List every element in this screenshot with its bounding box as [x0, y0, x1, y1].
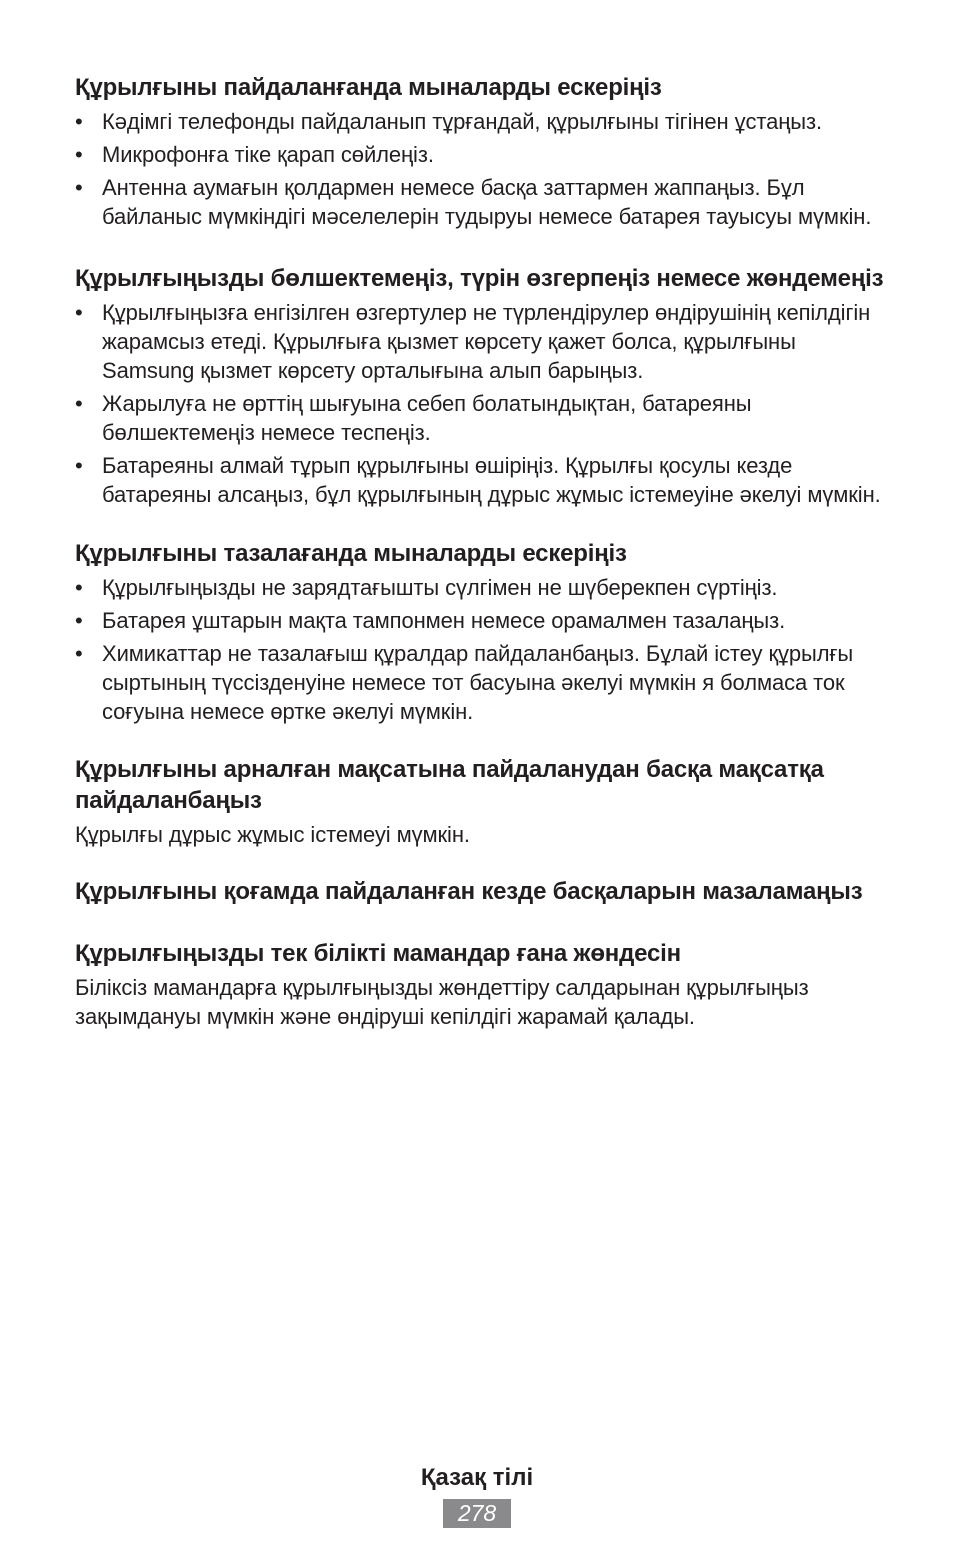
section-heading: Құрылғыны арналған мақсатына пайдаланудан басқа мақсатқа пайдаланбаңыз [75, 756, 824, 814]
list-item [75, 606, 885, 635]
list-item-text: Жарылуға не өрттің шығуына себеп болатындықтан, батареяны бөлшектемеңіз немесе теспеңіз. [102, 391, 752, 445]
section-cleaning [75, 538, 885, 726]
bullet-icon: • [75, 391, 83, 416]
section-heading: Құрылғыны тазалағанда мыналарды ескеріңіз [75, 540, 627, 567]
section-heading: Құрылғыңызды тек білікті мамандар ғана жөндесін [75, 940, 681, 967]
page-number-badge: 278 [443, 1499, 511, 1528]
section-body: Біліксіз мамандарға құрылғыңызды жөндеттіру салдарынан құрылғыңыз зақымдануы мүмкін және өндіруші кепілдігі жарамай қалады. [75, 975, 809, 1029]
section-intended-use [75, 754, 885, 849]
bullet-list [75, 107, 885, 231]
list-item [75, 639, 885, 726]
list-item-text: Кәдімгі телефонды пайдаланып тұрғандай, құрылғыны тігінен ұстаңыз. [102, 109, 823, 134]
bullet-icon: • [75, 641, 83, 666]
document-body [75, 72, 885, 1059]
section-public-use [75, 876, 885, 907]
bullet-list [75, 573, 885, 726]
list-item [75, 107, 885, 136]
bullet-icon: • [75, 109, 83, 134]
footer-language-label: Қазақ тілі [420, 1464, 534, 1491]
bullet-icon: • [75, 300, 83, 325]
list-item-text: Құрылғыңызға енгізілген өзгертулер не түрлендірулер өндірушінің кепілдігін жарамсыз етеді. Құрылғыға қызмет көрсету қажет болса, құрылғыны Samsung қызмет көрсету орталығына алып барыңыз. [102, 300, 871, 383]
list-item-text: Химикаттар не тазалағыш құралдар пайдаланбаңыз. Бұлай істеу құрылғы сыртының түссізденуіне немесе тот басуына әкелуі мүмкін я болмаса ток соғуына немесе өртке әкелуі мүмкін. [102, 641, 854, 724]
section-heading: Құрылғыңызды бөлшектемеңіз, түрін өзгерпеңіз немесе жөндемеңіз [75, 265, 884, 292]
section-disassembly [75, 263, 885, 509]
section-usage [75, 72, 885, 231]
list-item [75, 573, 885, 602]
list-item-text: Құрылғыңызды не зарядтағышты сүлгімен не шүберекпен сүртіңіз. [102, 575, 778, 600]
bullet-icon: • [75, 142, 83, 167]
list-item [75, 298, 885, 385]
list-item-text: Батарея ұштарын мақта тампонмен немесе орамалмен тазалаңыз. [102, 608, 786, 633]
section-body: Құрылғы дұрыс жұмыс істемеуі мүмкін. [75, 822, 470, 847]
section-heading: Құрылғыны пайдаланғанда мыналарды ескеріңіз [75, 74, 662, 101]
list-item [75, 451, 885, 509]
list-item-text: Батареяны алмай тұрып құрылғыны өшіріңіз. Құрылғы қосулы кезде батареяны алсаңыз, бұл құрылғының дұрыс жұмыс істемеуіне әкелуі мүмкін. [102, 453, 881, 507]
bullet-icon: • [75, 175, 83, 200]
list-item [75, 140, 885, 169]
list-item [75, 173, 885, 231]
bullet-list [75, 298, 885, 509]
list-item-text: Антенна аумағын қолдармен немесе басқа заттармен жаппаңыз. Бұл байланыс мүмкіндігі мәселелерін тудыруы немесе батарея тауысуы мүмкін. [102, 175, 872, 229]
list-item-text: Микрофонға тіке қарап сөйлеңіз. [102, 142, 434, 167]
bullet-icon: • [75, 608, 83, 633]
list-item [75, 389, 885, 447]
page-footer [0, 1462, 954, 1528]
bullet-icon: • [75, 575, 83, 600]
bullet-icon: • [75, 453, 83, 478]
section-repair [75, 938, 885, 1031]
section-heading: Құрылғыны қоғамда пайдаланған кезде басқаларын мазаламаңыз [75, 878, 863, 905]
